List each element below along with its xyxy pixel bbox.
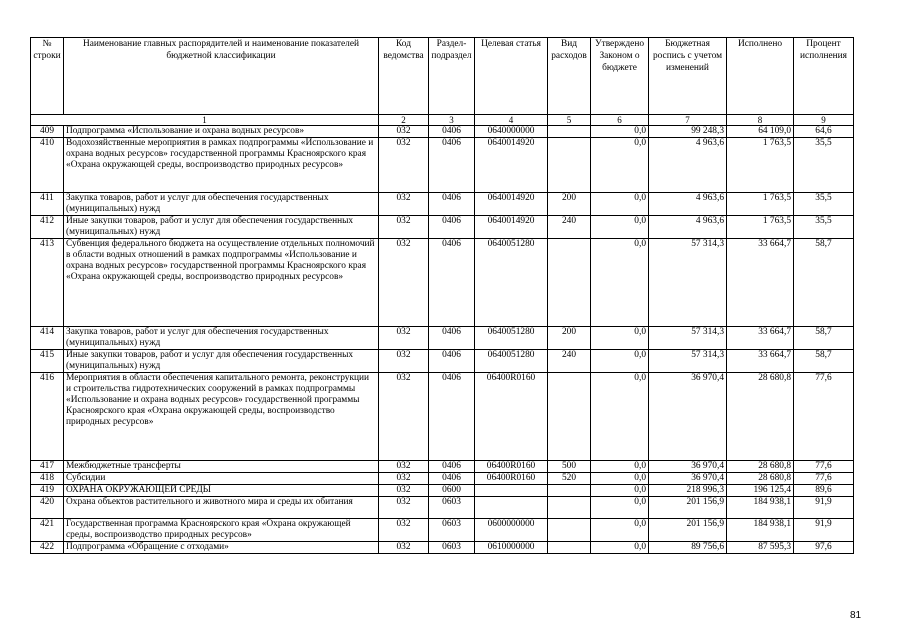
row-budget-cell: 36 970,4 bbox=[649, 473, 727, 485]
row-number-cell: 413 bbox=[31, 239, 64, 327]
row-executed-cell: 28 680,8 bbox=[727, 473, 794, 485]
row-number-cell: 416 bbox=[31, 373, 64, 461]
row-approved-cell: 0,0 bbox=[591, 519, 649, 542]
row-section-cell: 0406 bbox=[429, 216, 475, 239]
row-approved-cell: 0,0 bbox=[591, 126, 649, 138]
row-percent-cell: 91,9 bbox=[794, 519, 854, 542]
row-budget-cell: 36 970,4 bbox=[649, 373, 727, 461]
row-budget-cell: 4 963,6 bbox=[649, 216, 727, 239]
row-name-cell: Подпрограмма «Обращение с отходами» bbox=[64, 542, 379, 554]
row-name-cell: Субсидии bbox=[64, 473, 379, 485]
row-number-cell: 411 bbox=[31, 193, 64, 216]
row-percent-cell: 89,6 bbox=[794, 485, 854, 497]
row-expense-type-cell: 200 bbox=[548, 193, 591, 216]
header-executed: Исполнено bbox=[727, 38, 794, 115]
column-number: 4 bbox=[475, 115, 548, 126]
header-name: Наименование главных распорядителей и наименование показателей бюджетной классификации bbox=[64, 38, 379, 115]
row-name-cell: Межбюджетные трансферты bbox=[64, 461, 379, 473]
row-dept-cell: 032 bbox=[379, 519, 429, 542]
header-percent: Процент исполнения bbox=[794, 38, 854, 115]
column-number-row bbox=[31, 115, 854, 126]
row-expense-type-cell bbox=[548, 542, 591, 554]
row-expense-type-cell bbox=[548, 126, 591, 138]
table-row bbox=[31, 239, 854, 327]
row-executed-cell: 1 763,5 bbox=[727, 216, 794, 239]
row-name-cell: Субвенция федерального бюджета на осуществление отдельных полномочий в области водных отношений в рамках подпрограммы «Использование и охрана водных ресурсов» государственной программы Красноярского края «Охрана окружающей среды, воспроизводство природных ресурсов» bbox=[64, 239, 379, 327]
row-expense-type-cell bbox=[548, 239, 591, 327]
header-target: Целевая статья bbox=[475, 38, 548, 115]
row-budget-cell: 218 996,3 bbox=[649, 485, 727, 497]
row-dept-cell: 032 bbox=[379, 485, 429, 497]
row-budget-cell: 57 314,3 bbox=[649, 327, 727, 350]
row-budget-cell: 201 156,9 bbox=[649, 497, 727, 519]
row-budget-cell: 57 314,3 bbox=[649, 239, 727, 327]
row-section-cell: 0406 bbox=[429, 473, 475, 485]
row-number-cell: 418 bbox=[31, 473, 64, 485]
table-row bbox=[31, 373, 854, 461]
page-number: 81 bbox=[850, 610, 862, 621]
row-budget-cell: 201 156,9 bbox=[649, 519, 727, 542]
row-target-cell: 0640014920 bbox=[475, 193, 548, 216]
column-number: 2 bbox=[379, 115, 429, 126]
row-section-cell: 0406 bbox=[429, 327, 475, 350]
row-percent-cell: 97,6 bbox=[794, 542, 854, 554]
row-section-cell: 0603 bbox=[429, 542, 475, 554]
row-number-cell: 412 bbox=[31, 216, 64, 239]
row-dept-cell: 032 bbox=[379, 350, 429, 373]
table-row bbox=[31, 473, 854, 485]
row-number-cell: 415 bbox=[31, 350, 64, 373]
header-section: Раздел-подраздел bbox=[429, 38, 475, 115]
row-percent-cell: 35,5 bbox=[794, 193, 854, 216]
table-row bbox=[31, 193, 854, 216]
budget-execution-table bbox=[30, 37, 854, 554]
row-section-cell: 0406 bbox=[429, 239, 475, 327]
row-budget-cell: 57 314,3 bbox=[649, 350, 727, 373]
row-executed-cell: 184 938,1 bbox=[727, 519, 794, 542]
row-budget-cell: 4 963,6 bbox=[649, 193, 727, 216]
row-dept-cell: 032 bbox=[379, 373, 429, 461]
row-name-cell: Охрана объектов растительного и животного мира и среды их обитания bbox=[64, 497, 379, 519]
row-percent-cell: 64,6 bbox=[794, 126, 854, 138]
row-section-cell: 0406 bbox=[429, 126, 475, 138]
header-expense-type: Вид расходов bbox=[548, 38, 591, 115]
row-dept-cell: 032 bbox=[379, 216, 429, 239]
row-executed-cell: 1 763,5 bbox=[727, 138, 794, 193]
row-approved-cell: 0,0 bbox=[591, 373, 649, 461]
row-number-cell: 409 bbox=[31, 126, 64, 138]
header-approved: Утверждено Законом о бюджете bbox=[591, 38, 649, 115]
row-target-cell: 0640051280 bbox=[475, 350, 548, 373]
row-budget-cell: 36 970,4 bbox=[649, 461, 727, 473]
row-expense-type-cell bbox=[548, 485, 591, 497]
row-executed-cell: 28 680,8 bbox=[727, 373, 794, 461]
row-dept-cell: 032 bbox=[379, 473, 429, 485]
row-target-cell bbox=[475, 485, 548, 497]
row-executed-cell: 28 680,8 bbox=[727, 461, 794, 473]
row-executed-cell: 33 664,7 bbox=[727, 327, 794, 350]
row-name-cell: Иные закупки товаров, работ и услуг для обеспечения государственных (муниципальных) нужд bbox=[64, 216, 379, 239]
row-expense-type-cell bbox=[548, 497, 591, 519]
row-section-cell: 0406 bbox=[429, 373, 475, 461]
row-percent-cell: 77,6 bbox=[794, 461, 854, 473]
row-dept-cell: 032 bbox=[379, 542, 429, 554]
row-approved-cell: 0,0 bbox=[591, 350, 649, 373]
table-row bbox=[31, 327, 854, 350]
row-percent-cell: 35,5 bbox=[794, 138, 854, 193]
row-approved-cell: 0,0 bbox=[591, 473, 649, 485]
row-percent-cell: 35,5 bbox=[794, 216, 854, 239]
row-target-cell: 0640014920 bbox=[475, 138, 548, 193]
row-approved-cell: 0,0 bbox=[591, 239, 649, 327]
table-row bbox=[31, 461, 854, 473]
row-target-cell: 0610000000 bbox=[475, 542, 548, 554]
row-target-cell: 0640000000 bbox=[475, 126, 548, 138]
row-number-cell: 420 bbox=[31, 497, 64, 519]
row-section-cell: 0406 bbox=[429, 350, 475, 373]
row-expense-type-cell bbox=[548, 373, 591, 461]
column-number: 3 bbox=[429, 115, 475, 126]
row-executed-cell: 87 595,3 bbox=[727, 542, 794, 554]
row-dept-cell: 032 bbox=[379, 193, 429, 216]
row-section-cell: 0603 bbox=[429, 497, 475, 519]
row-section-cell: 0406 bbox=[429, 461, 475, 473]
row-target-cell: 06400R0160 bbox=[475, 461, 548, 473]
row-name-cell: Государственная программа Красноярского края «Охрана окружающей среды, воспроизводство природных ресурсов» bbox=[64, 519, 379, 542]
table-row bbox=[31, 485, 854, 497]
column-number: 6 bbox=[591, 115, 649, 126]
row-approved-cell: 0,0 bbox=[591, 193, 649, 216]
row-expense-type-cell: 240 bbox=[548, 216, 591, 239]
row-budget-cell: 99 248,3 bbox=[649, 126, 727, 138]
row-section-cell: 0603 bbox=[429, 519, 475, 542]
row-name-cell: Мероприятия в области обеспечения капитального ремонта, реконструкции и строительства гидротехнических сооружений в рамках подпрограммы «Использование и охрана водных ресурсов» государственной программы Красноярского края «Охрана окружающей среды, воспроизводство природных ресурсов» bbox=[64, 373, 379, 461]
row-dept-cell: 032 bbox=[379, 126, 429, 138]
row-name-cell: Иные закупки товаров, работ и услуг для обеспечения государственных (муниципальных) нужд bbox=[64, 350, 379, 373]
row-dept-cell: 032 bbox=[379, 138, 429, 193]
row-executed-cell: 1 763,5 bbox=[727, 193, 794, 216]
row-approved-cell: 0,0 bbox=[591, 461, 649, 473]
row-executed-cell: 64 109,0 bbox=[727, 126, 794, 138]
row-budget-cell: 89 756,6 bbox=[649, 542, 727, 554]
header-row-no: № строки bbox=[31, 38, 64, 115]
row-percent-cell: 91,9 bbox=[794, 497, 854, 519]
row-executed-cell: 184 938,1 bbox=[727, 497, 794, 519]
row-expense-type-cell: 200 bbox=[548, 327, 591, 350]
row-number-cell: 419 bbox=[31, 485, 64, 497]
table-row bbox=[31, 519, 854, 542]
row-approved-cell: 0,0 bbox=[591, 542, 649, 554]
row-number-cell: 422 bbox=[31, 542, 64, 554]
row-approved-cell: 0,0 bbox=[591, 138, 649, 193]
row-number-cell: 414 bbox=[31, 327, 64, 350]
row-section-cell: 0600 bbox=[429, 485, 475, 497]
row-executed-cell: 196 125,4 bbox=[727, 485, 794, 497]
table-row bbox=[31, 350, 854, 373]
row-target-cell bbox=[475, 497, 548, 519]
row-name-cell: Закупка товаров, работ и услуг для обеспечения государственных (муниципальных) нужд bbox=[64, 193, 379, 216]
row-expense-type-cell: 500 bbox=[548, 461, 591, 473]
header-dept-code: Код ведомства bbox=[379, 38, 429, 115]
row-dept-cell: 032 bbox=[379, 497, 429, 519]
row-target-cell: 0640051280 bbox=[475, 239, 548, 327]
row-approved-cell: 0,0 bbox=[591, 216, 649, 239]
table-row bbox=[31, 138, 854, 193]
row-expense-type-cell bbox=[548, 138, 591, 193]
row-target-cell: 0600000000 bbox=[475, 519, 548, 542]
row-name-cell: Подпрограмма «Использование и охрана водных ресурсов» bbox=[64, 126, 379, 138]
table-body bbox=[31, 126, 854, 554]
row-percent-cell: 58,7 bbox=[794, 327, 854, 350]
column-number: 7 bbox=[649, 115, 727, 126]
table-row bbox=[31, 542, 854, 554]
row-target-cell: 0640014920 bbox=[475, 216, 548, 239]
row-section-cell: 0406 bbox=[429, 193, 475, 216]
column-number: 1 bbox=[31, 115, 379, 126]
row-approved-cell: 0,0 bbox=[591, 497, 649, 519]
row-expense-type-cell: 240 bbox=[548, 350, 591, 373]
column-number: 5 bbox=[548, 115, 591, 126]
row-percent-cell: 58,7 bbox=[794, 239, 854, 327]
row-approved-cell: 0,0 bbox=[591, 327, 649, 350]
row-expense-type-cell bbox=[548, 519, 591, 542]
row-expense-type-cell: 520 bbox=[548, 473, 591, 485]
row-dept-cell: 032 bbox=[379, 461, 429, 473]
row-target-cell: 06400R0160 bbox=[475, 473, 548, 485]
table-row bbox=[31, 126, 854, 138]
header-row bbox=[31, 38, 854, 115]
row-section-cell: 0406 bbox=[429, 138, 475, 193]
row-number-cell: 410 bbox=[31, 138, 64, 193]
table-row bbox=[31, 216, 854, 239]
row-target-cell: 0640051280 bbox=[475, 327, 548, 350]
row-number-cell: 421 bbox=[31, 519, 64, 542]
row-name-cell: Закупка товаров, работ и услуг для обеспечения государственных (муниципальных) нужд bbox=[64, 327, 379, 350]
column-number: 9 bbox=[794, 115, 854, 126]
row-name-cell: ОХРАНА ОКРУЖАЮЩЕЙ СРЕДЫ bbox=[64, 485, 379, 497]
row-budget-cell: 4 963,6 bbox=[649, 138, 727, 193]
row-percent-cell: 77,6 bbox=[794, 373, 854, 461]
row-target-cell: 06400R0160 bbox=[475, 373, 548, 461]
column-number: 8 bbox=[727, 115, 794, 126]
row-number-cell: 417 bbox=[31, 461, 64, 473]
row-percent-cell: 58,7 bbox=[794, 350, 854, 373]
row-approved-cell: 0,0 bbox=[591, 485, 649, 497]
header-budget-list: Бюджетная роспись с учетом изменений bbox=[649, 38, 727, 115]
row-executed-cell: 33 664,7 bbox=[727, 350, 794, 373]
row-executed-cell: 33 664,7 bbox=[727, 239, 794, 327]
row-percent-cell: 77,6 bbox=[794, 473, 854, 485]
table-row bbox=[31, 497, 854, 519]
row-name-cell: Водохозяйственные мероприятия в рамках подпрограммы «Использование и охрана водных ресурсов» государственной программы Красноярского края «Охрана окружающей среды, воспроизводство природных ресурсов» bbox=[64, 138, 379, 193]
row-dept-cell: 032 bbox=[379, 239, 429, 327]
row-dept-cell: 032 bbox=[379, 327, 429, 350]
